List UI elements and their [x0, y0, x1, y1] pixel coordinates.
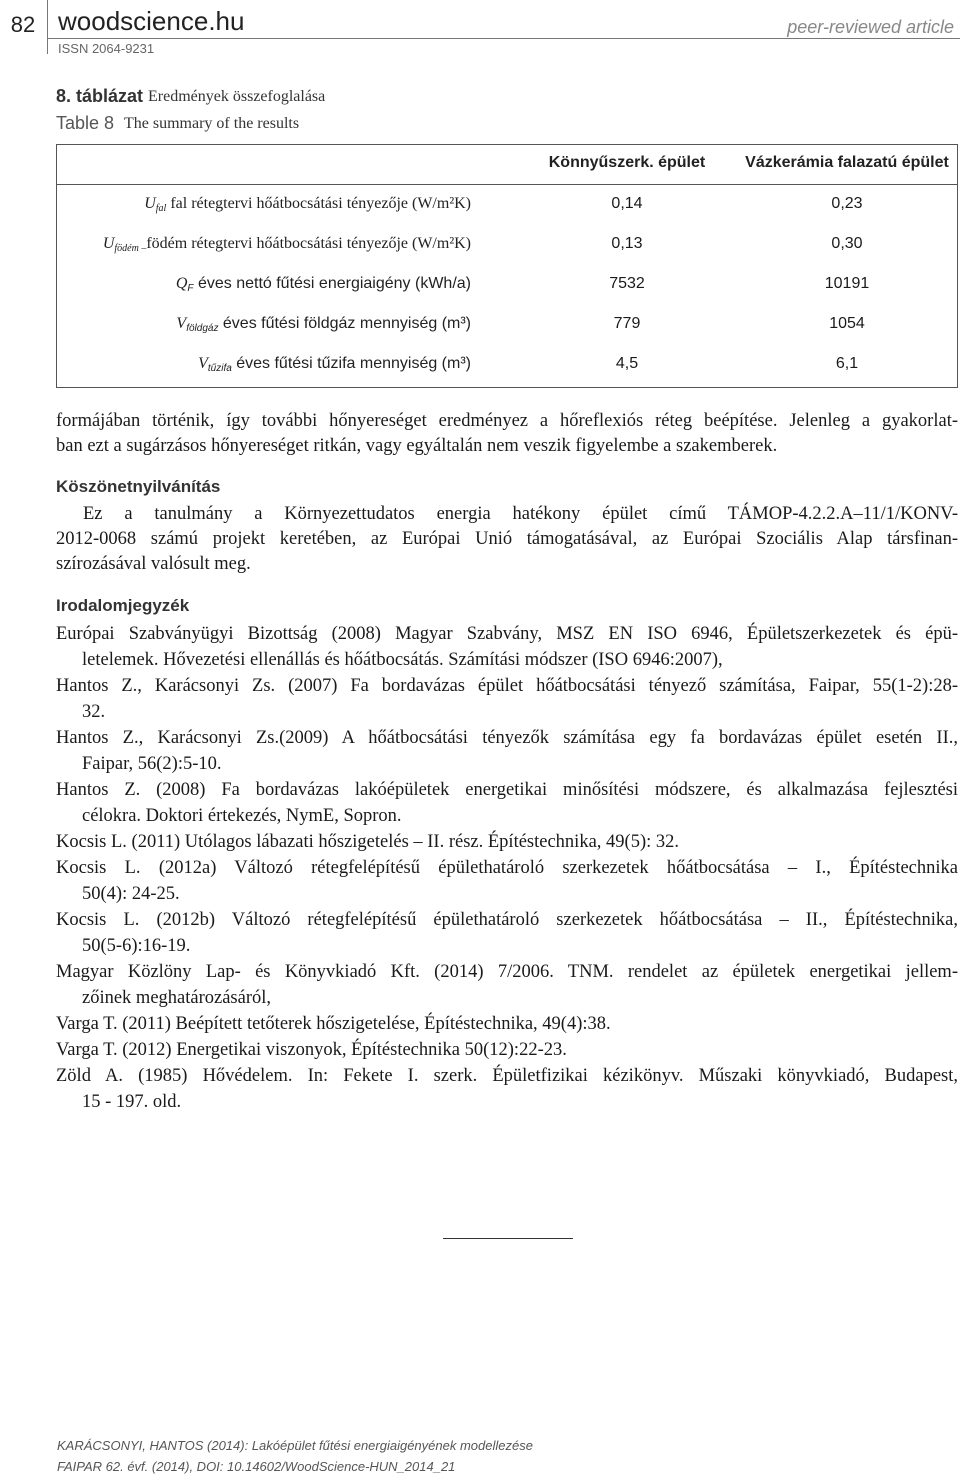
cell-value: 0,13	[611, 235, 643, 252]
ack-line: szírozásával valósult meg.	[56, 554, 251, 574]
references-heading: Irodalomjegyzék	[56, 596, 190, 615]
reference-item: Hantos Z. (2008) Fa bordavázas lakóépületek energetikai minősítési módszere, és alkalmazása fejlesztési célokra. Doktori értekezés, NymE, Sopron.	[56, 780, 958, 826]
header-vertical-rule	[47, 0, 48, 54]
reference-item: Varga T. (2011) Beépített tetőterek hőszigetelése, Építéstechnika, 49(4):38.	[56, 1014, 611, 1034]
end-rule	[443, 1238, 573, 1239]
reference-item: Kocsis L. (2011) Utólagos lábazati hőszigetelés – II. rész. Építéstechnika, 49(5): 32.	[56, 832, 679, 852]
table-header-separator	[57, 184, 957, 185]
table-row	[57, 351, 957, 381]
footer-doi: FAIPAR 62. évf. (2014), DOI: 10.14602/WoodScience-HUN_2014_21	[57, 1459, 456, 1474]
row-label: $V_{földgáz}$ éves fűtési földgáz mennyiség (m³)	[176, 315, 471, 334]
row-label: $U_{fal}$ fal rétegtervi hőátbocsátási tényezője (W/m²K)	[144, 195, 471, 214]
journal-name: woodscience.hu	[58, 6, 245, 36]
ack-line: 2012-0068 számú projekt keretében, az Európai Unió támogatásával, az Európai Szociális Alap társfinan-	[56, 529, 958, 549]
table-row	[57, 271, 957, 301]
reference-item: Európai Szabványügyi Bizottság (2008) Magyar Szabvány, MSZ EN ISO 6946, Épületszerkezetek és épü- letelemek. Hővezetési ellenállás és hőátbocsátás. Számítási módszer (ISO 6946:2007),	[56, 624, 958, 670]
acknowledgement-heading: Köszönetnyilvánítás	[56, 477, 221, 496]
cell-value: 10191	[824, 275, 870, 292]
cell-value: 1054	[829, 315, 865, 332]
reference-item: Hantos Z., Karácsonyi Zs. (2007) Fa bordavázas épület hőátbocsátási tényező számítása, Faipar, 55(1-2):28- 32.	[56, 676, 958, 722]
cell-value: 0,14	[611, 195, 643, 212]
reference-item: Varga T. (2012) Energetikai viszonyok, Építéstechnika 50(12):22-23.	[56, 1040, 567, 1060]
body-paragraph	[56, 409, 958, 459]
body-line: ban ezt a sugárzásos hőnyereséget ritkán, vagy egyáltalán nem veszik figyelembe a szakemberek.	[56, 436, 778, 456]
page-number: 82	[10, 12, 36, 37]
cell-value: 779	[613, 315, 641, 332]
row-label: $V_{tűzifa}$ éves fűtési tűzifa mennyiség (m³)	[198, 355, 471, 374]
table-row	[57, 231, 957, 261]
table-caption-en-label: Table 8	[56, 113, 115, 133]
reference-item: Hantos Z., Karácsonyi Zs.(2009) A hőátbocsátási tényezők számítása egy fa bordavázas épület esetén II., Faipar, 56(2):5-10.	[56, 728, 958, 774]
column-header-light-frame: Könnyűszerk. épület	[548, 154, 706, 171]
table-caption-hu-text: Eredmények összefoglalása	[148, 88, 326, 105]
ack-line: Ez a tanulmány a Környezettudatos energia hatékony épület című TÁMOP-4.2.2.A–11/1/KONV-	[83, 504, 958, 524]
article-type: peer-reviewed article	[787, 17, 954, 37]
results-table	[56, 144, 958, 388]
reference-item: Magyar Közlöny Lap- és Könyvkiadó Kft. (2014) 7/2006. TNM. rendelet az épületek energetikai jellem- zőinek meghatározásáról,	[56, 962, 958, 1008]
cell-value: 0,23	[831, 195, 863, 212]
row-label: $Q_F$ éves nettó fűtési energiaigény (kWh/a)	[175, 275, 471, 294]
issn: ISSN 2064-9231	[58, 41, 155, 56]
reference-item: Zöld A. (1985) Hővédelem. In: Fekete I. szerk. Épületfizikai kézikönyv. Műszaki könyvkiadó, Budapest, 15 - 197. old.	[56, 1066, 958, 1112]
body-line: formájában történik, így további hőnyereséget eredményez a hőreflexiós réteg beépítése. Jelenleg a gyakorlat-	[56, 411, 958, 431]
header-horizontal-rule	[47, 38, 960, 39]
references-list	[56, 621, 958, 1115]
table-row	[57, 311, 957, 341]
acknowledgement-text	[56, 502, 958, 577]
cell-value: 6,1	[835, 355, 859, 372]
table-caption-hu-label: 8. táblázat	[56, 86, 144, 106]
row-label: $U_{födém -}födém$ rétegtervi hőátbocsátási tényezője (W/m²K)	[102, 235, 471, 254]
footer-citation: KARÁCSONYI, HANTOS (2014): Lakóépület fűtési energiaigényének modellezése	[57, 1438, 533, 1453]
reference-item: Kocsis L. (2012b) Változó rétegfelépítésű épülethatároló szerkezetek hőátbocsátása – II., Építéstechnika, 50(5-6):16-19.	[56, 910, 958, 956]
cell-value: 7532	[609, 275, 645, 292]
cell-value: 0,30	[831, 235, 863, 252]
reference-item: Kocsis L. (2012a) Változó rétegfelépítésű épülethatároló szerkezetek hőátbocsátása – I., Építéstechnika 50(4): 24-25.	[56, 858, 958, 904]
column-header-ceramic: Vázkerámia falazatú épület	[745, 154, 949, 171]
table-caption-en-text: The summary of the results	[124, 115, 300, 132]
cell-value: 4,5	[615, 355, 639, 372]
table-row	[57, 191, 957, 221]
